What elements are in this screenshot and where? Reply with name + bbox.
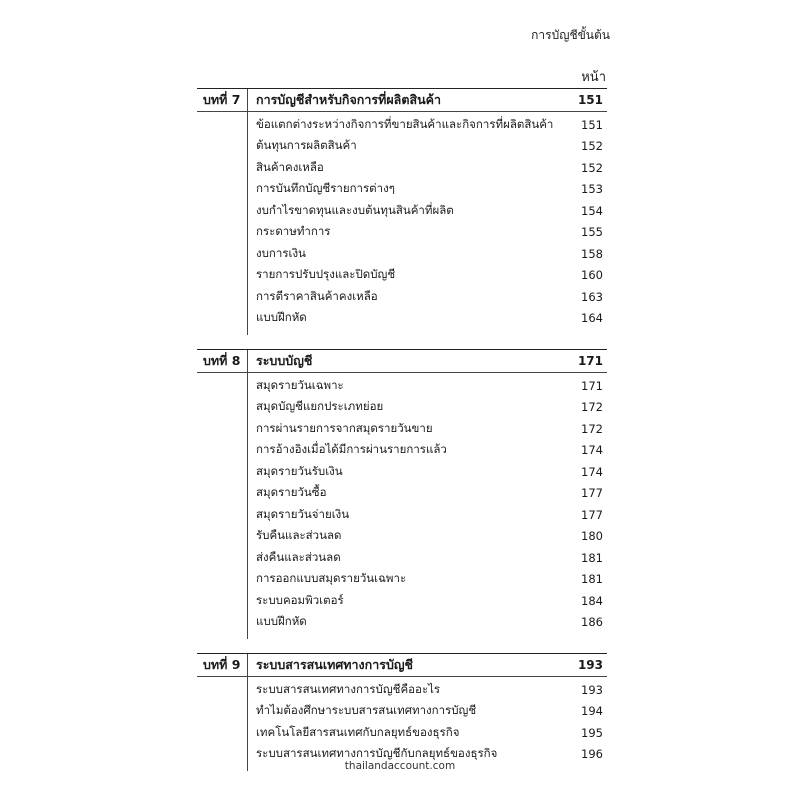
chapter-heading-row	[197, 654, 607, 677]
toc-entry-title: สมุดรายวันเฉพาะ	[256, 377, 344, 392]
toc-entry	[248, 504, 607, 526]
table-of-contents	[197, 88, 607, 771]
toc-entry-page: 152	[581, 160, 603, 175]
toc-entry-title: การตีราคาสินค้าคงเหลือ	[256, 288, 378, 303]
chapter-section	[197, 88, 607, 335]
toc-entry	[248, 569, 607, 591]
toc-entry-page: 154	[581, 203, 603, 218]
toc-entry-page: 184	[581, 593, 603, 608]
toc-entry	[248, 308, 607, 330]
chapter-number: บทที่ 7	[203, 92, 241, 107]
toc-entry-page: 155	[581, 225, 603, 240]
toc-entry-page: 196	[581, 747, 603, 762]
toc-entry-title: การอ้างอิงเมื่อได้มีการผ่านรายการแล้ว	[256, 442, 447, 457]
toc-entry	[248, 265, 607, 287]
toc-entry-page: 174	[581, 464, 603, 479]
toc-entry-title: สมุดรายวันรับเงิน	[256, 463, 343, 478]
toc-entry-title: กระดาษทำการ	[256, 224, 331, 239]
toc-entry-page: 186	[581, 615, 603, 630]
chapter-entries	[247, 112, 607, 335]
toc-entry-title: ระบบสารสนเทศทางการบัญชีคืออะไร	[256, 681, 441, 696]
toc-entry	[248, 590, 607, 612]
chapter-title: การบัญชีสำหรับกิจการที่ผลิตสินค้า	[247, 89, 563, 111]
toc-entry-title: รายการปรับปรุงและปิดบัญชี	[256, 267, 396, 282]
toc-entry-title: การออกแบบสมุดรายวันเฉพาะ	[256, 571, 407, 586]
toc-entry	[248, 418, 607, 440]
toc-entry-title: เทคโนโลยีสารสนเทศกับกลยุทธ์ของธุรกิจ	[256, 724, 460, 739]
toc-entry-title: งบการเงิน	[256, 245, 306, 260]
toc-entry-title: การบันทึกบัญชีรายการต่างๆ	[256, 181, 395, 196]
toc-entry-page: 163	[581, 289, 603, 304]
toc-entry-title: รับคืนและส่วนลด	[256, 528, 342, 543]
chapter-title: ระบบบัญชี	[247, 350, 563, 372]
toc-entry	[248, 375, 607, 397]
toc-entry-page: 172	[581, 421, 603, 436]
toc-entry-title: ทำไมต้องศึกษาระบบสารสนเทศทางการบัญชี	[256, 703, 477, 718]
chapter-section	[197, 653, 607, 771]
toc-entry-page: 158	[581, 246, 603, 261]
toc-entry-title: แบบฝึกหัด	[256, 614, 307, 629]
chapter-page-number: 193	[577, 658, 603, 672]
toc-entry	[248, 679, 607, 701]
toc-entry-title: ระบบคอมพิวเตอร์	[256, 592, 344, 607]
chapter-page-number: 151	[577, 93, 603, 107]
toc-entry-page: 171	[581, 378, 603, 393]
toc-entry	[248, 440, 607, 462]
toc-entry-page: 193	[581, 682, 603, 697]
toc-entry-title: สมุดรายวันซื้อ	[256, 485, 327, 500]
toc-entry	[248, 722, 607, 744]
toc-entry-title: สมุดรายวันจ่ายเงิน	[256, 506, 350, 521]
toc-entry-page: 174	[581, 443, 603, 458]
chapter-page-number: 171	[577, 354, 603, 368]
toc-entry	[248, 612, 607, 634]
toc-entry	[248, 179, 607, 201]
toc-entry	[248, 526, 607, 548]
toc-entry-title: แบบฝึกหัด	[256, 310, 307, 325]
toc-entry-page: 153	[581, 182, 603, 197]
chapter-entries	[247, 373, 607, 639]
toc-entry-title: งบกำไรขาดทุนและงบต้นทุนสินค้าที่ผลิต	[256, 202, 454, 217]
toc-entry-page: 195	[581, 725, 603, 740]
toc-entry-page: 177	[581, 507, 603, 522]
toc-entry-page: 164	[581, 311, 603, 326]
toc-entry	[248, 200, 607, 222]
toc-entry-title: ส่งคืนและส่วนลด	[256, 549, 341, 564]
toc-entry-page: 177	[581, 486, 603, 501]
chapter-section	[197, 349, 607, 639]
chapter-entries	[247, 677, 607, 771]
toc-entry-page: 181	[581, 572, 603, 587]
toc-entry	[248, 114, 607, 136]
toc-entry-page: 194	[581, 704, 603, 719]
toc-entry-title: สมุดบัญชีแยกประเภทย่อย	[256, 399, 384, 414]
chapter-heading-row	[197, 89, 607, 112]
toc-entry	[248, 136, 607, 158]
chapter-title: ระบบสารสนเทศทางการบัญชี	[247, 654, 563, 676]
page-column-label: หน้า	[581, 70, 606, 85]
toc-entry-page: 172	[581, 400, 603, 415]
footer-watermark: thailandaccount.com	[344, 760, 456, 772]
running-header: การบัญชีขั้นต้น	[531, 28, 610, 42]
toc-entry-title: การผ่านรายการจากสมุดรายวันขาย	[256, 420, 433, 435]
toc-entry	[248, 286, 607, 308]
toc-entry-page: 180	[581, 529, 603, 544]
toc-entry-page: 151	[581, 117, 603, 132]
toc-entry	[248, 461, 607, 483]
toc-entry	[248, 701, 607, 723]
toc-entry-title: สินค้าคงเหลือ	[256, 159, 324, 174]
toc-entry-page: 152	[581, 139, 603, 154]
chapter-heading-row	[197, 350, 607, 373]
toc-entry	[248, 243, 607, 265]
toc-entry	[248, 157, 607, 179]
toc-entry-title: ต้นทุนการผลิตสินค้า	[256, 138, 357, 153]
toc-entry	[248, 222, 607, 244]
toc-entry-title: ระบบสารสนเทศทางการบัญชีกับกลยุทธ์ของธุรกิจ	[256, 746, 498, 761]
toc-entry-page: 181	[581, 550, 603, 565]
chapter-number: บทที่ 8	[203, 353, 241, 368]
toc-entry	[248, 483, 607, 505]
toc-entry-title: ข้อแตกต่างระหว่างกิจการที่ขายสินค้าและกิจการที่ผลิตสินค้า	[256, 116, 554, 131]
toc-entry	[248, 547, 607, 569]
toc-entry	[248, 397, 607, 419]
chapter-number: บทที่ 9	[203, 657, 241, 672]
toc-entry-page: 160	[581, 268, 603, 283]
